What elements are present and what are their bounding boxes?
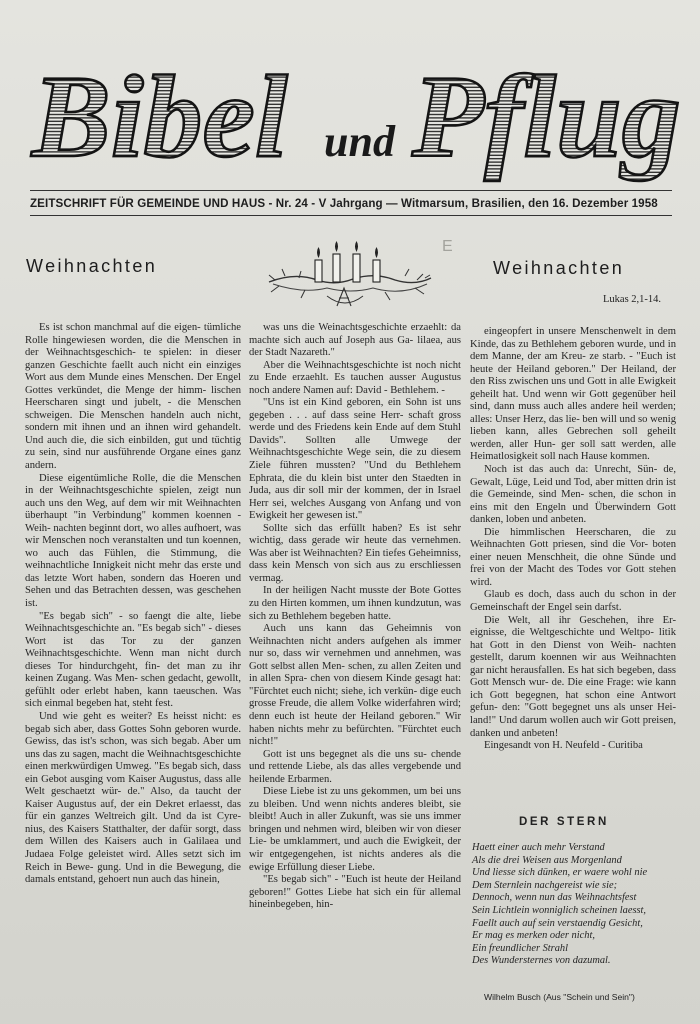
svg-text:und: und xyxy=(324,117,395,166)
paragraph: "Es begab sich" - "Euch ist heute der Heiland geboren!" Gottes Liebe hat sich ein für allemal hineinbegeben, hin- xyxy=(249,874,461,911)
poem-credit: Wilhelm Busch (Aus "Schein und Sein") xyxy=(484,992,635,1002)
bible-verse-reference: Lukas 2,1-14. xyxy=(603,294,662,305)
masthead-lettering xyxy=(28,38,681,188)
issue-subtitle: ZEITSCHRIFT FÜR GEMEINDE UND HAUS - Nr. 24 - V Jahrgang — Witmarsum, Brasilien, den 16. Dezember 1958 xyxy=(30,197,658,210)
paragraph: In der heiligen Nacht musste der Bote Gottes zu den Hirten kommen, um ihnen kundzutun, was sich zu Bethlehem begeben hatte. xyxy=(249,585,461,622)
poem-line: Haett einer auch mehr Verstand xyxy=(472,842,605,853)
poem-body xyxy=(472,842,682,968)
margin-pencil-mark: E xyxy=(442,238,453,255)
svg-text:Bibel: Bibel xyxy=(32,51,288,182)
article-title-left: Weihnachten xyxy=(26,256,158,276)
paragraph: "Uns ist ein Kind geboren, ein Sohn ist uns gegeben . . . auf dass seine Herr- schaft gross werde und des Friedens kein Ende auf dem Stuhl Davids". Sollten alle Umwege der Weihnachtsgeschichte Wege sein, die zu diesem Ziele führen mussten? "Und du Bethlehem Ephrata, die du klein bist unter den Staedten in Juda, aus dir soll mir der kommen, der in Israel Herr sei, welches Ausgang von Anfang und von Ewigkeit her gewesen ist." xyxy=(249,397,461,522)
poem-line: Als die drei Weisen aus Morgenland xyxy=(472,854,622,866)
masthead-rule-bottom xyxy=(30,215,672,216)
poem-line: Des Wundersternes von dazumal. xyxy=(472,955,611,967)
paragraph: Gott ist uns begegnet als die uns su- chende und rettende Liebe, als das alles vergebende und heilende Erbarmen. xyxy=(249,748,461,785)
poem-line: Und liesse sich dünken, er waere wohl nie xyxy=(472,867,648,879)
paragraph: "Es begab sich" - so faengt die alte, liebe Weihnachtsgeschichte an. "Es begab sich" - dieses Wort ist das Tor zu der ganzen Weihnachtsgeschichte. Wenn man nicht durch dieses Tor hindurchgeht, fin- det man zu ihr keinen Zugang. Was Men- schen gedacht, gewollt, gefühlt oder erlebt haben, kann taeuschen. Was sich einmal begeben hat, steht fest. xyxy=(25,610,241,710)
poem-line: Ein freundlicher Strahl xyxy=(472,942,569,954)
paragraph: Glaub es doch, dass auch du schon in der Gemeinschaft der Engel sein darfst. xyxy=(470,589,676,614)
poem-line: Faellt auch auf sein verstaendig Gesicht, xyxy=(472,917,643,929)
article-column-3 xyxy=(470,326,676,752)
advent-candles-illustration xyxy=(265,236,435,316)
paragraph: Diese Liebe ist zu uns gekommen, um bei uns zu bleiben. Und wenn nichts anderes bleibt, sie bleibt! Auch in aller Zukunft, was sie uns immer bringen und nehmen wird, bleiben wir von dieser Lie- be umklammert, und auch die Ewigkeit, der wir entgegengehen, ist nichts anderes als die ewige Erfüllung dieser Liebe. xyxy=(249,786,461,873)
poem-line: Er mag es merken oder nicht, xyxy=(472,930,595,942)
paragraph: Noch ist das auch da: Unrecht, Sün- de, Gewalt, Lüge, Leid und Tod, aber mitten drin ist die Gemeinde, sind Men- schen, die schon in eins mit den Engeln und Überwindern Gott danken, loben und anbeten. xyxy=(470,464,676,526)
paragraph: Aber die Weihnachtsgeschichte ist noch nicht zu Ende erzaehlt. Es tauchen ausser Augustus noch andere Namen auf: David - Bethlehem. - xyxy=(249,359,461,396)
poem-line: Sein Lichtlein wonniglich scheinen laesst, xyxy=(472,904,647,916)
article-column-2 xyxy=(249,322,461,983)
poem-line: Dem Sternlein nachgereist wie sie; xyxy=(472,879,618,891)
paragraph: Diese eigentümliche Rolle, die die Menschen in der Weihnachtsgeschichte spielen, zeigt nun auch uns den Weg, auf dem wir mit Weihnachten überhaupt "in Verbindung" kommen koennen - Weih- nachten beginnt dort, wo alles aufhoert, was wir Menschen noch veranstalten und tun koennen, wo auch das Fühlen, die Stimmung, die weihnachtliche Innigkeit nicht mehr das erste und das letzte Wort haben, sondern das Hoeren und Sehen und das Betrachten dessen, was geschehen ist. xyxy=(25,472,241,610)
poem-title: DER STERN xyxy=(519,816,609,828)
article-title-right: Weihnachten xyxy=(493,258,625,278)
paragraph: Sollte sich das erfüllt haben? Es ist sehr wichtig, dass gerade wir heute das vernehmen. Was aber ist Weihnachten? Ein tiefes Geheimniss, dass kein Mensch von sich aus zu erschliessen vermag. xyxy=(249,522,461,584)
masthead-rule-top xyxy=(30,190,672,191)
paragraph: Auch uns kann das Geheimnis von Weihnachten nicht anders aufgehen als immer nur so, dass wir vernehmen und annehmen, was Gott selbst allen Men- schen, zu allen Zeiten und in allen Spra- chen von diesem Kinde gesagt hat: "Fürchtet euch nicht; siehe, ich verkün- dige euch grosse Freude, die allem Volke widerfahren wird; denn euch ist heute der Heiland geboren." Wir haben nichts mehr zu befürchten. "Fürchtet euch nicht!" xyxy=(249,623,461,748)
masthead-logo xyxy=(28,38,681,188)
paragraph: Es ist schon manchmal auf die eigen- tümliche Rolle hingewiesen worden, die die Menschen in der Weihnachtsgeschich- te spielen: in dieser ganzen Geschichte faellt auch nicht ein einziges Wort aus dem Munde eines Menschen. Der Engel Gottes verkündet, die Menge der himm- lischen Heerscharen singt und jubelt, - die Menschen schweigen. Die Menschen handeln auch nicht, sondern mit ihnen und an ihnen wird gehandelt. Und auch die, die sich einbilden, gut und tüchtig zu sein, sind nur ausführende Organe eines ganz andern. xyxy=(25,322,241,472)
article-column-1 xyxy=(25,322,241,1016)
svg-text:Pflug: Pflug xyxy=(412,51,681,182)
paragraph: Und wie geht es weiter? Es heisst nicht: es begab sich aber, dass Gottes Sohn geboren wurde. Gewiss, das ist's schon, was sich begab. Aber um uns das zu sagen, macht die Weihnachtsgeschichte einen merkwürdigen Umweg. "Es begab sich, dass ein Gebot ausging vom Kaiser Augustus, dass alle Welt geschaetzt wür- de." Also, da taucht der Kaiser Augustus auf, der ein Dekret erlaesst, das für ein ganzes Weltreich gilt. Und da ist Cyre- nius, des Kaisers Statthalter, der dafür sorgt, dass dem Willen des Kaisers auch in Galilaea und Judaea Folge geleistet wird. Alles setzt sich im Reich in Bewe- gung. Und in die Bewegung, die damals entstand, gehoert nun auch das hinein, xyxy=(25,710,241,886)
paragraph: was uns die Weinachtsgeschichte erzaehlt: da machte sich auch auf Joseph aus Ga- lilaea, aus der Stadt Nazareth." xyxy=(249,322,461,359)
poem-line: Dennoch, wenn nun das Weihnachtsfest xyxy=(472,892,637,904)
paragraph: Die Welt, all ihr Geschehen, ihre Er- eignisse, die Weltgeschichte und Weltpo- litik hat Gott in den Dienst von Weih- nachten gestellt, darum koennen wir aus Weihnachten gar nicht herausfallen. Es hat sich begeben, dass Gott Mensch wur- de. Die eine Frage: wie kann ich Gott begegnen, hat schon eine Antwort gefun- den: "Gott begegnet uns als unser Hei- land!" Und darum wollen auch wir Gott preisen, danken und anbeten! xyxy=(470,614,676,739)
paragraph: eingeopfert in unsere Menschenwelt in dem Kinde, das zu Bethlehem geboren wurde, und in dem Manne, der am Kreu- ze starb. - "Euch ist heute der Heiland geboren." Der Heiland, der den Riss zwischen uns und Gott in alle Ewigkeit geheilt hat. Und wenn wir Gott gegenüber heil sind, dann muss auch alles andere heil werden; alles: Unser Herz, das lie- ben will und so wenig lieben kann, alles Gebrechen soll geheilt werden, aller Hun- ger soll satt werden, alle Heimatlosigkeit soll nach Hause kommen. xyxy=(470,326,676,463)
author-credit: Eingesandt von H. Neufeld - Curitiba xyxy=(484,740,643,752)
paragraph: Die himmlischen Heerscharen, die zu Weihnachten Gott priesen, sind die Vor- boten einer neuen Menschheit, die ohne Sünde und frei von der Macht des Todes vor Gott stehen wird. xyxy=(470,526,676,588)
